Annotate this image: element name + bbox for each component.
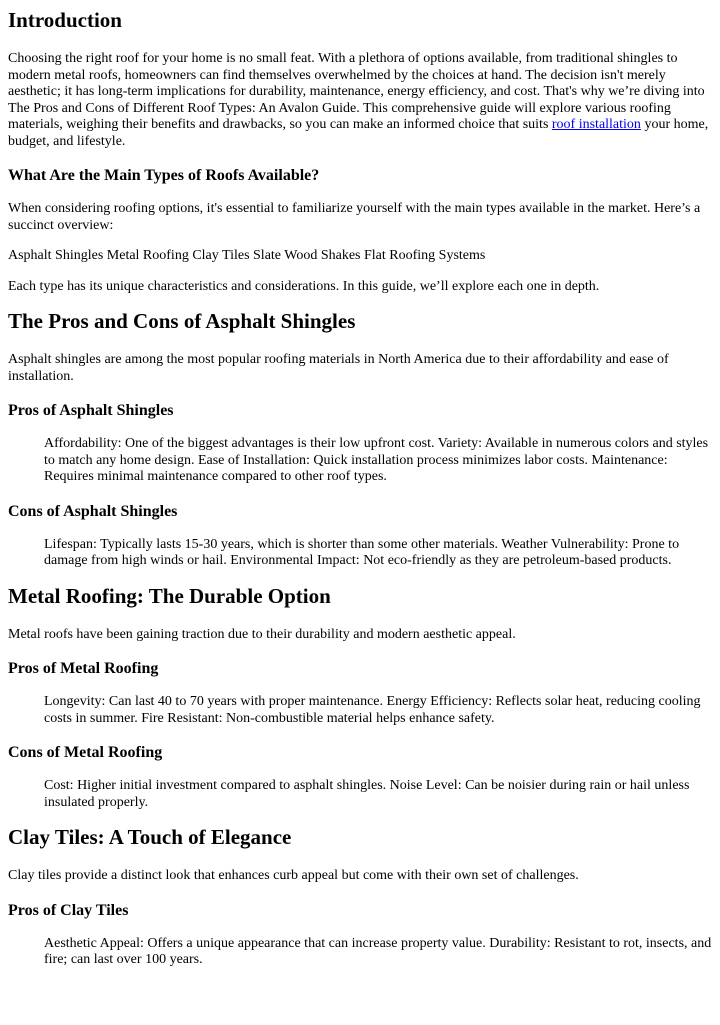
asphalt-cons-text: Lifespan: Typically lasts 15-30 years, which is shorter than some other materials. Weather Vulnerability: Prone to damage from high winds or hail. Environmental Impact: Not eco-friendly as they are petroleum-based products. — [44, 536, 680, 568]
article — [0, 8, 720, 969]
types-paragraph: When considering roofing options, it's essential to familiarize yourself with the main types available in the market. Here’s a succinct overview: — [8, 201, 701, 233]
roof-installation-link[interactable]: roof installation — [551, 117, 641, 132]
intro-heading: Introduction — [8, 8, 122, 32]
asphalt-pros-text: Affordability: One of the biggest advantages is their low upfront cost. Variety: Available in numerous colors and styles to match any home design. Ease of Installation: Quick installation process minimizes labor costs. Maintenance: Requires minimal maintenance compared to other roof types. — [44, 436, 709, 484]
types-list: Asphalt Shingles Metal Roofing Clay Tiles Slate Wood Shakes Flat Roofing Systems — [8, 248, 486, 263]
intro-text: Choosing the right roof for your home is no small feat. With a plethora of options available, from traditional shingles to modern metal roofs, homeowners can find themselves overwhelmed by the choices at hand. The decision isn't merely aesthetic; it has long-term implications for durability, maintenance, energy efficiency, and cost. That's why we’re diving into The Pros and Cons of Different Roof Types: An Avalon Guide. This comprehensive guide will explore various roofing materials, weighing their benefits and drawbacks, so you can make an informed choice that suits — [8, 51, 705, 132]
asphalt-heading: The Pros and Cons of Asphalt Shingles — [8, 309, 356, 333]
metal-intro: Metal roofs have been gaining traction due to their durability and modern aesthetic appeal. — [8, 626, 516, 642]
asphalt-pros-heading: Pros of Asphalt Shingles — [8, 402, 174, 419]
types-heading: What Are the Main Types of Roofs Available? — [8, 167, 320, 184]
metal-cons-text: Cost: Higher initial investment compared to asphalt shingles. Noise Level: Can be noisier during rain or hail unless insulated properly. — [44, 778, 690, 810]
intro-text-end: your home, budget, and lifestyle. — [8, 117, 709, 149]
intro-paragraph — [8, 51, 712, 150]
metal-pros-heading: Pros of Metal Roofing — [8, 660, 159, 677]
metal-cons-heading: Cons of Metal Roofing — [8, 744, 163, 761]
asphalt-cons-heading: Cons of Asphalt Shingles — [8, 502, 178, 520]
clay-intro: Clay tiles provide a distinct look that enhances curb appeal but come with their own set of challenges. — [8, 868, 579, 883]
clay-pros-heading: Pros of Clay Tiles — [8, 901, 129, 919]
asphalt-intro: Asphalt shingles are among the most popular roofing materials in North America due to their affordability and ease of installation. — [8, 352, 669, 384]
metal-pros-text: Longevity: Can last 40 to 70 years with proper maintenance. Energy Efficiency: Reflects solar heat, reducing cooling costs in summer. Fire Resistant: Non-combustible material helps enhance safety. — [44, 694, 701, 726]
types-paragraph-2: Each type has its unique characteristics and considerations. In this guide, we’ll explore each one in depth. — [8, 278, 600, 294]
clay-pros-text: Aesthetic Appeal: Offers a unique appearance that can increase property value. Durability: Resistant to rot, insects, and fire; can last over 100 years. — [44, 935, 712, 967]
clay-heading: Clay Tiles: A Touch of Elegance — [8, 825, 292, 849]
metal-heading: Metal Roofing: The Durable Option — [8, 583, 331, 608]
